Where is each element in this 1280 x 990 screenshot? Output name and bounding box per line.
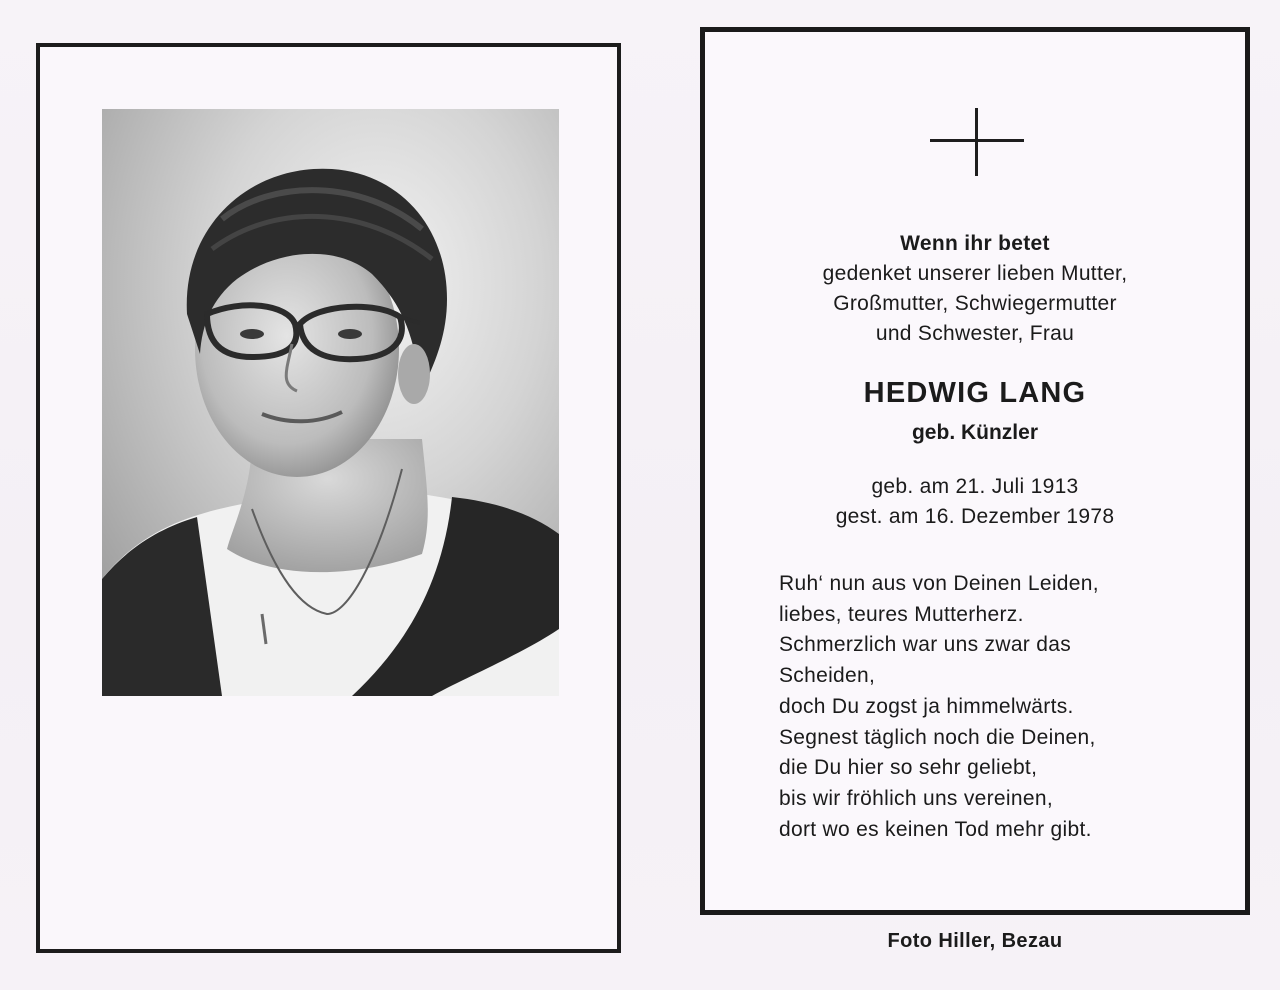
life-dates: [705, 472, 1245, 532]
intro-line: Großmutter, Schwiegermutter: [833, 292, 1117, 315]
portrait-illustration: [102, 109, 559, 696]
cross-icon: [930, 108, 1024, 176]
death-date: gest. am 16. Dezember 1978: [835, 505, 1115, 528]
intro-line: gedenket unserer lieben Mutter,: [822, 262, 1128, 285]
deceased-name: HEDWIG LANG: [863, 377, 1087, 409]
poem-line: die Du hier so sehr geliebt,: [779, 756, 1038, 780]
text-card-content: [705, 32, 1245, 910]
poem-line: dort wo es keinen Tod mehr gibt.: [779, 817, 1092, 841]
cross-vertical-bar: [975, 108, 978, 176]
text-card: [700, 27, 1250, 915]
birth-date: geb. am 21. Juli 1913: [871, 475, 1079, 498]
photo-credit: Foto Hiller, Bezau: [887, 930, 1063, 952]
intro-text: [705, 229, 1245, 349]
intro-line: und Schwester, Frau: [875, 322, 1075, 345]
poem-line: doch Du zogst ja himmelwärts.: [779, 694, 1074, 718]
portrait-card: [36, 43, 621, 953]
poem-line: Scheiden,: [779, 664, 876, 688]
memorial-poem: [779, 569, 1229, 845]
maiden-name: geb. Künzler: [911, 421, 1038, 444]
poem-line: liebes, teures Mutterherz.: [779, 602, 1024, 626]
poem-line: Ruh‘ nun aus von Deinen Leiden,: [779, 572, 1099, 595]
poem-line: Segnest täglich noch die Deinen,: [779, 725, 1096, 749]
portrait-photo: [102, 109, 559, 696]
intro-line: Wenn ihr betet: [900, 232, 1050, 255]
poem-line: Schmerzlich war uns zwar das: [779, 633, 1071, 657]
poem-line: bis wir fröhlich uns vereinen,: [779, 786, 1053, 810]
